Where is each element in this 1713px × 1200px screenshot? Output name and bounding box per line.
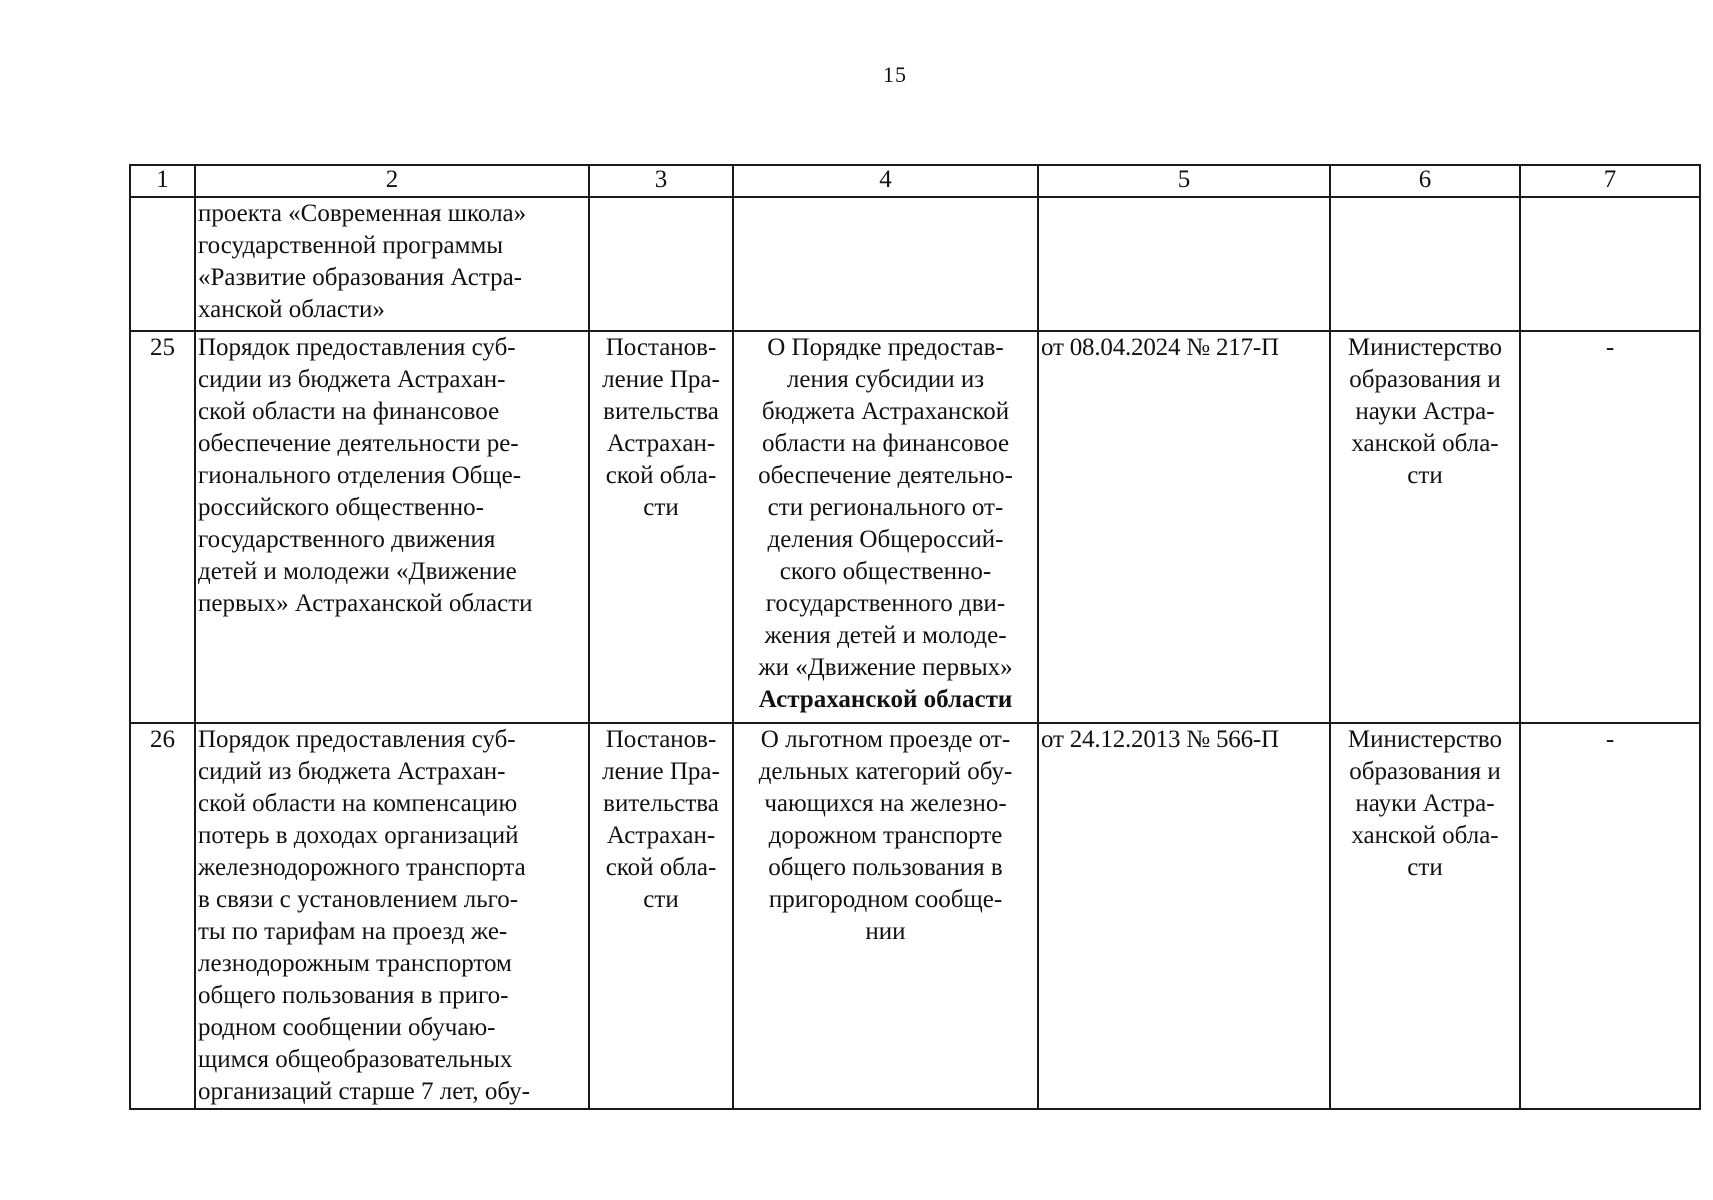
act-name-text: проекта «Современная школа» государственной программы «Развитие образования Астра- ханской области» bbox=[198, 200, 527, 323]
note-cell: - bbox=[1520, 723, 1700, 1109]
act-type-cell bbox=[589, 331, 733, 723]
responsible-body-cell bbox=[1330, 331, 1520, 723]
act-title-cell bbox=[733, 723, 1038, 1109]
row-number-cell bbox=[130, 197, 195, 331]
act-title-last-line: Астраханской области bbox=[758, 686, 1013, 713]
responsible-body-cell bbox=[1330, 197, 1520, 331]
act-type-cell bbox=[589, 197, 733, 331]
note-cell: - bbox=[1520, 331, 1700, 723]
act-title-text: О льготном проезде от- дельных категорий обу- чающихся на железно- дорожном транспорте общего пользования в пригородном сообще- нии bbox=[758, 726, 1013, 945]
act-name-cell bbox=[195, 197, 589, 331]
column-header-5: 5 bbox=[1038, 165, 1330, 197]
page-number: 15 bbox=[883, 62, 907, 87]
column-number-row bbox=[130, 165, 1700, 197]
column-header-3: 3 bbox=[589, 165, 733, 197]
act-type-cell bbox=[589, 723, 733, 1109]
responsible-body-text: Министерство образования и науки Астра- ханской обла- сти bbox=[1347, 726, 1503, 881]
registry-table bbox=[129, 164, 1701, 1110]
act-date-number-cell bbox=[1038, 197, 1330, 331]
column-header-1: 1 bbox=[130, 165, 195, 197]
act-date-number-cell: от 24.12.2013 № 566-П bbox=[1038, 723, 1330, 1109]
act-type-text: Постанов- ление Пра- вительства Астрахан- ской обла- сти bbox=[602, 726, 720, 913]
act-title-text: О Порядке предостав- ления субсидии из бюджета Астраханской области на финансовое обеспечение деятельно- сти регионального от- деления Общероссий- ского общественно- государственного дви- жения детей и молоде- жи «Движение первых» bbox=[758, 334, 1013, 681]
row-number-cell: 25 bbox=[130, 331, 195, 723]
table-row bbox=[130, 331, 1700, 723]
act-date-number-cell: от 08.04.2024 № 217-П bbox=[1038, 331, 1330, 723]
column-header-7: 7 bbox=[1520, 165, 1700, 197]
act-name-text: Порядок предоставления суб- сидии из бюджета Астрахан- ской области на финансовое обеспечение деятельности ре- гионального отделения Обще- российского общественно- государственного движения детей и молодежи «Движение первых» Астраханской области bbox=[198, 334, 533, 617]
responsible-body-cell bbox=[1330, 723, 1520, 1109]
act-name-cell bbox=[195, 723, 589, 1109]
table-row-continuation bbox=[130, 197, 1700, 331]
act-name-cell bbox=[195, 331, 589, 723]
table-row bbox=[130, 723, 1700, 1109]
row-number-cell: 26 bbox=[130, 723, 195, 1109]
column-header-6: 6 bbox=[1330, 165, 1520, 197]
act-title-cell bbox=[733, 197, 1038, 331]
note-cell bbox=[1520, 197, 1700, 331]
column-header-4: 4 bbox=[733, 165, 1038, 197]
act-name-text: Порядок предоставления суб- сидий из бюджета Астрахан- ской области на компенсацию потерь в доходах организаций железнодорожного транспорта в связи с установлением льго- ты по тарифам на проезд же- лезнодорожным транспортом общего пользования в приго- родном сообщении обучаю- щимся общеобразовательных организаций старше 7 лет, обу- bbox=[198, 726, 530, 1105]
responsible-body-text: Министерство образования и науки Астра- ханской обла- сти bbox=[1347, 334, 1503, 489]
act-type-text: Постанов- ление Пра- вительства Астрахан- ской обла- сти bbox=[602, 334, 720, 521]
column-header-2: 2 bbox=[195, 165, 589, 197]
act-title-cell bbox=[733, 331, 1038, 723]
